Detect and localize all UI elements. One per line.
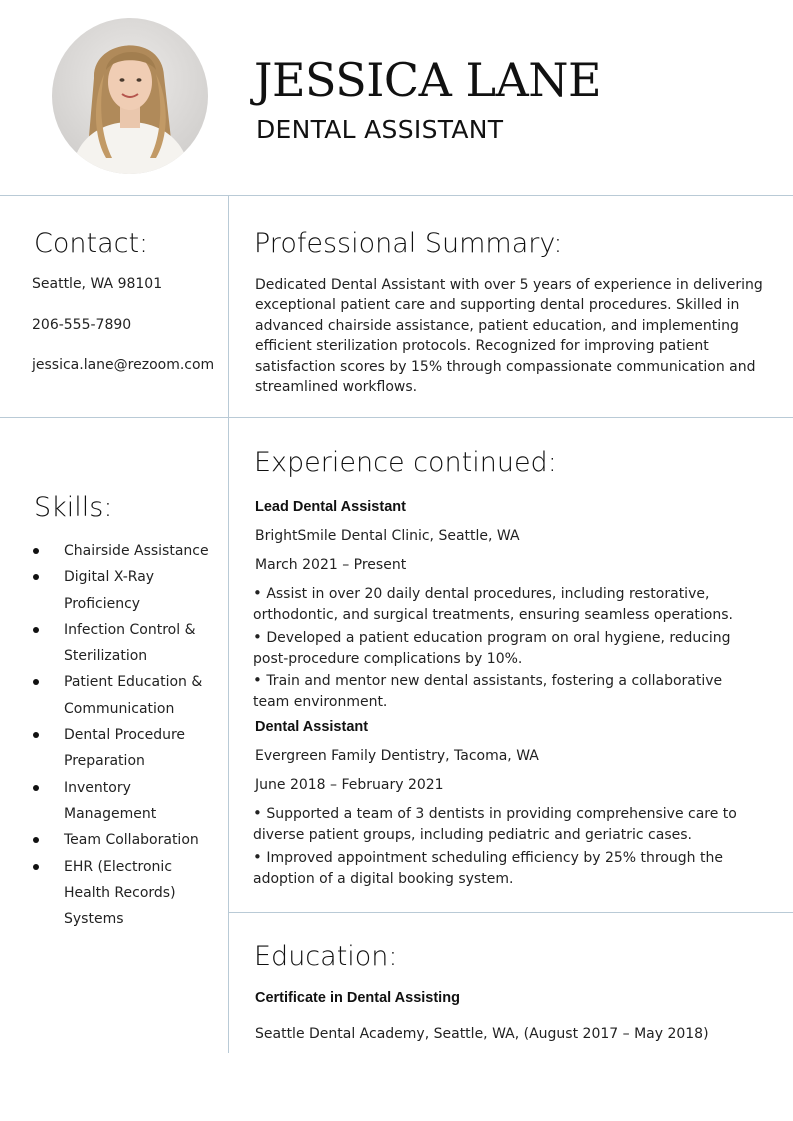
job-company: BrightSmile Dental Clinic, Seattle, WA xyxy=(255,528,520,544)
contact-phone: 206-555-7890 xyxy=(32,317,132,333)
summary-text: Dedicated Dental Assistant with over 5 years of experience in delivering exceptional patient care and supporting dental procedures. Skilled in advanced chairside assistance, patient education, and implementing efficient sterilization protocols. Recognized for improving patient satisfaction scores by 15% through compassionate communication and streamlined workflows. xyxy=(255,277,763,396)
contact-email[interactable]: jessica.lane@rezoom.com xyxy=(32,357,215,373)
summary-heading: Professional Summary: xyxy=(254,228,563,259)
skill-item: Team Collaboration xyxy=(30,827,220,853)
job-bullet: • Assist in over 20 daily dental procedures, including restorative, orthodontic, and surgical treatments, ensuring seamless operations. xyxy=(253,584,733,623)
job-title: Lead Dental Assistant xyxy=(255,499,406,515)
divider-experience xyxy=(229,912,793,913)
job-bullet: • Improved appointment scheduling efficiency by 25% through the adoption of a digital booking system. xyxy=(253,847,723,887)
education-school: Seattle Dental Academy, Seattle, WA, (August 2017 – May 2018) xyxy=(255,1026,709,1042)
skills-list xyxy=(30,538,220,932)
job-bullets xyxy=(253,583,753,714)
divider-column xyxy=(228,195,229,1053)
education-heading: Education: xyxy=(254,941,398,972)
job-bullet: • Developed a patient education program on oral hygiene, reducing post-procedure complications by 10%. xyxy=(253,627,731,667)
profile-photo-illustration xyxy=(52,18,208,174)
job-company: Evergreen Family Dentistry, Tacoma, WA xyxy=(255,748,539,764)
skill-item: Infection Control & Sterilization xyxy=(30,617,220,670)
skill-item: EHR (Electronic Health Records) Systems xyxy=(30,854,220,933)
job-title: Dental Assistant xyxy=(255,719,369,735)
skill-item: Chairside Assistance xyxy=(30,538,220,564)
experience-heading: Experience continued: xyxy=(254,447,557,478)
job-bullet: • Train and mentor new dental assistants, fostering a collaborative team environment. xyxy=(253,671,723,710)
skills-heading: Skills: xyxy=(34,492,113,523)
skill-item: Digital X-Ray Proficiency xyxy=(30,564,220,617)
skill-item: Inventory Management xyxy=(30,775,220,828)
divider-header xyxy=(0,195,793,196)
skill-item: Dental Procedure Preparation xyxy=(30,722,220,775)
skill-item: Patient Education & Communication xyxy=(30,669,220,722)
job-bullets xyxy=(253,803,753,890)
contact-location: Seattle, WA 98101 xyxy=(32,276,163,292)
candidate-name: JESSICA LANE xyxy=(254,53,602,107)
job-bullet: • Supported a team of 3 dentists in providing comprehensive care to diverse patient groups, including pediatric and geriatric cases. xyxy=(253,804,737,843)
contact-heading: Contact: xyxy=(34,228,149,259)
education-degree: Certificate in Dental Assisting xyxy=(255,990,460,1006)
candidate-role: DENTAL ASSISTANT xyxy=(256,115,504,144)
profile-photo xyxy=(52,18,208,174)
job-dates: March 2021 – Present xyxy=(255,557,407,573)
job-dates: June 2018 – February 2021 xyxy=(255,777,444,793)
divider-summary xyxy=(0,417,793,418)
